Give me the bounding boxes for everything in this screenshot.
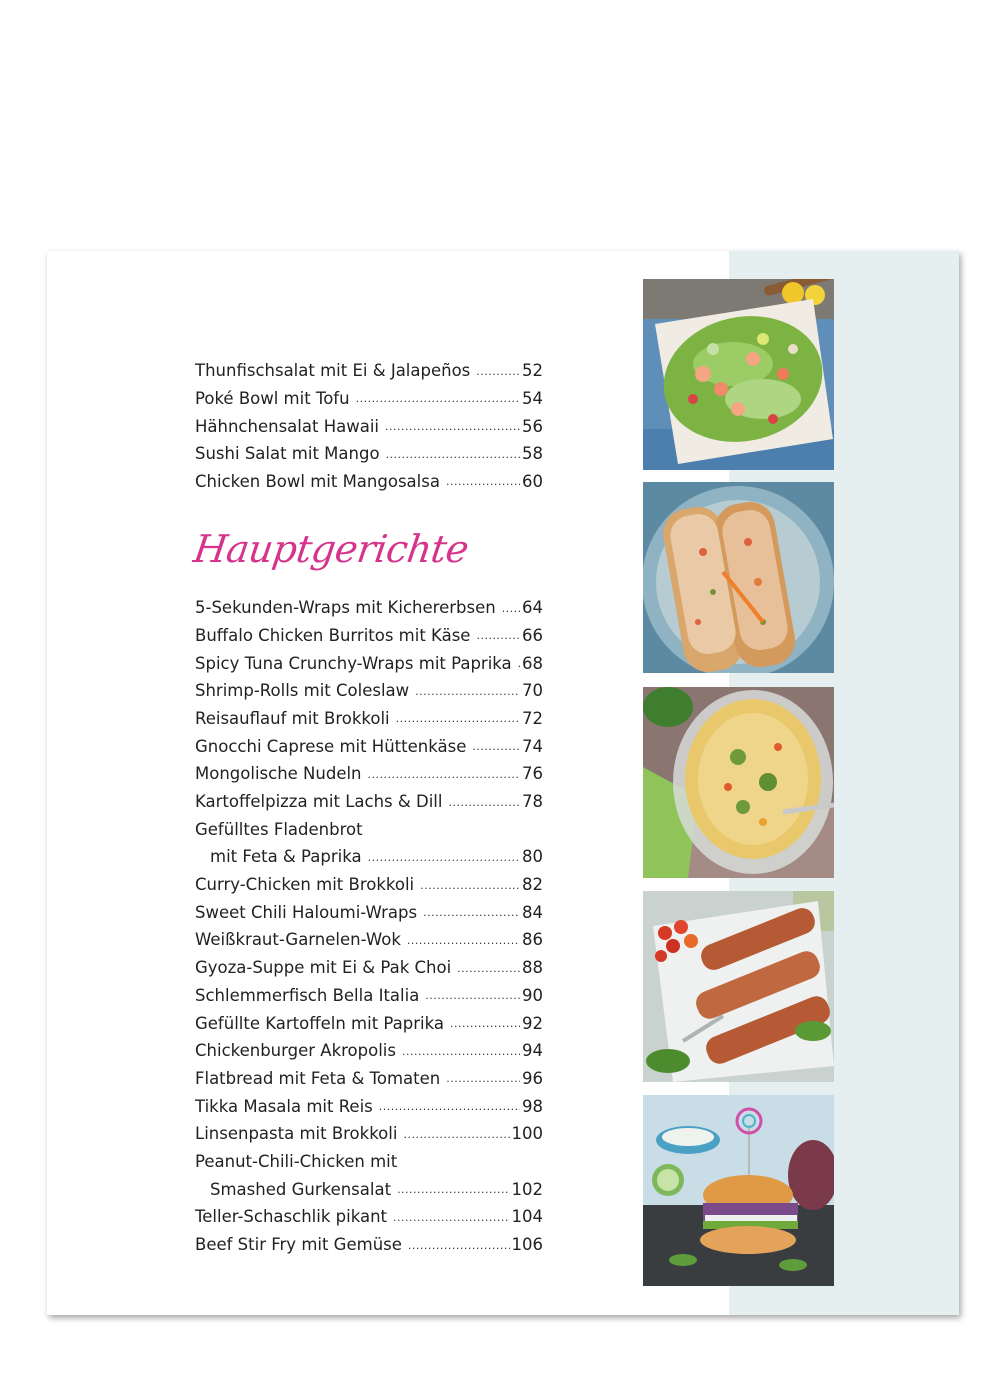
toc-entry[interactable]: Linsenpasta mit Brokkoli ..... 100 [195,1115,543,1143]
toc-entry-first-line[interactable]: Gefülltes Fladenbrot [195,819,363,839]
toc-entry[interactable]: Chickenburger Akropolis ..... 94 [195,1032,543,1060]
toc-entry[interactable]: Mongolische Nudeln ..... 76 [195,755,543,783]
toc-entry[interactable]: Spicy Tuna Crunchy-Wraps mit Paprika ..... 68 [195,644,543,672]
toc-entry[interactable]: Shrimp-Rolls mit Coleslaw ..... 70 [195,672,543,700]
section-heading: Hauptgerichte [191,527,472,571]
toc-entry[interactable]: Gnocchi Caprese mit Hüttenkäse ..... 74 [195,727,543,755]
fish-photo [643,891,834,1082]
toc-entry[interactable]: Schlemmerfisch Bella Italia ..... 90 [195,977,543,1005]
toc-section-main [195,589,543,1254]
toc-entry[interactable]: 5-Sekunden-Wraps mit Kichererbsen ..... 64 [195,589,543,617]
toc-entry[interactable]: Kartoffelpizza mit Lachs & Dill ..... 78 [195,783,543,811]
burger-photo [643,1095,834,1286]
toc-entry[interactable]: Beef Stir Fry mit Gemüse ..... 106 [195,1226,543,1254]
salad-photo [643,279,834,470]
toc-entry[interactable]: Weißkraut-Garnelen-Wok ..... 86 [195,921,543,949]
toc-entry[interactable]: Gefüllte Kartoffeln mit Paprika ..... 92 [195,1004,543,1032]
toc-entry[interactable]: mit Feta & Paprika ..... 80 [195,838,543,866]
toc-entry-first-line[interactable]: Peanut-Chili-Chicken mit [195,1151,398,1171]
toc-entry[interactable]: Sushi Salat mit Mango ..... 58 [195,435,543,463]
toc-entry[interactable]: Teller-Schaschlik pikant ..... 104 [195,1198,543,1226]
toc-entry[interactable]: Curry-Chicken mit Brokkoli ..... 82 [195,866,543,894]
toc-entry[interactable]: Reisauflauf mit Brokkoli ..... 72 [195,700,543,728]
toc-section-top [195,352,543,490]
toc-entry[interactable]: Chicken Bowl mit Mangosalsa ..... 60 [195,463,543,491]
flatbread-photo [643,482,834,673]
book-page [47,251,959,1315]
toc-entry[interactable]: Hähnchensalat Hawaii ..... 56 [195,407,543,435]
toc-entry[interactable]: Buffalo Chicken Burritos mit Käse ..... 66 [195,617,543,645]
toc-entry[interactable]: Poké Bowl mit Tofu ..... 54 [195,380,543,408]
casserole-photo [643,687,834,878]
toc-entry[interactable]: Thunfischsalat mit Ei & Jalapeños ..... 52 [195,352,543,380]
toc-entry[interactable]: Gyoza-Suppe mit Ei & Pak Choi ..... 88 [195,949,543,977]
toc-entry[interactable]: Tikka Masala mit Reis ..... 98 [195,1087,543,1115]
toc-entry[interactable]: Sweet Chili Haloumi-Wraps ..... 84 [195,894,543,922]
toc-entry[interactable]: Flatbread mit Feta & Tomaten ..... 96 [195,1060,543,1088]
toc-entry[interactable]: Smashed Gurkensalat ..... 102 [195,1170,543,1198]
